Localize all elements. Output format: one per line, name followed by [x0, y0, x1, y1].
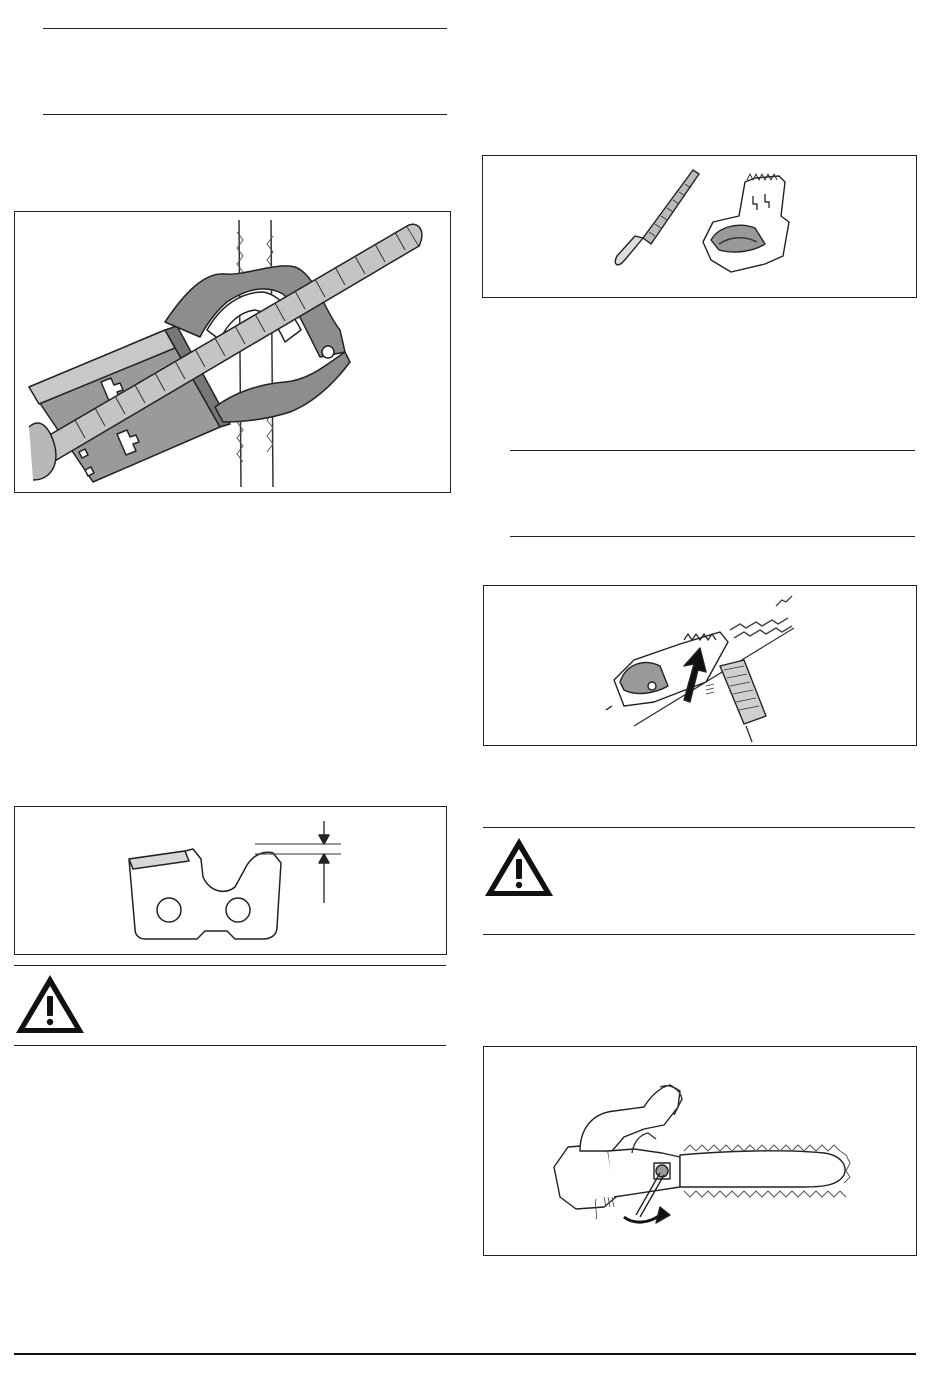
chainsaw-illustration: [484, 1047, 918, 1257]
cutter-tooth-illustration: [15, 807, 448, 956]
warning-rule-top-right: [483, 827, 915, 828]
figure-cutter-depth-gauge: [14, 806, 447, 955]
figure-file-and-gauge-tool: [482, 155, 917, 298]
section-rule-top-left-1: [43, 28, 447, 29]
depth-gauge-filing-illustration: [484, 586, 918, 747]
section-rule-right-2: [510, 536, 915, 537]
warning-rule-bottom-right: [483, 934, 915, 935]
figure-depth-gauge-filing: [483, 585, 917, 746]
warning-triangle-icon: [483, 835, 555, 899]
figure-chainsaw-tension: [483, 1046, 917, 1256]
warning-triangle-icon: [14, 972, 86, 1036]
footer-rule: [14, 1353, 916, 1355]
section-rule-right-1: [510, 450, 915, 451]
file-guide-illustration: [15, 212, 452, 494]
file-and-gauge-illustration: [483, 156, 918, 299]
warning-rule-top-left: [14, 965, 446, 966]
section-rule-top-left-2: [43, 114, 447, 115]
figure-file-guide-on-chain: [14, 211, 451, 493]
warning-rule-bottom-left: [14, 1045, 446, 1046]
